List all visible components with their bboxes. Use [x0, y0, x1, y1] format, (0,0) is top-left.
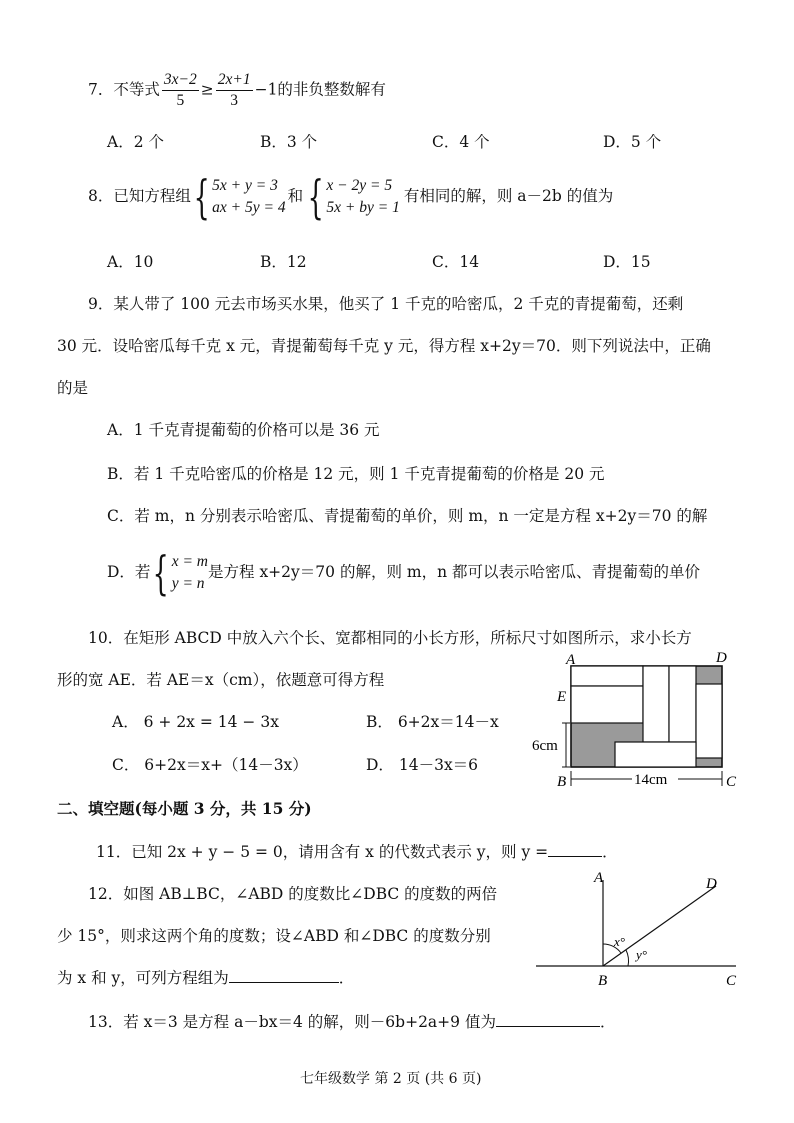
option-c: C．若 m，n 分别表示哈密瓜、青提葡萄的单价，则 m，n 一定是方程 x+2y＝70 的解	[107, 507, 708, 525]
question-12-line-3: 为 x 和 y，可列方程组为 ．	[57, 966, 354, 988]
equation-system: 5x + y = 3 ax + 5y = 4	[212, 177, 286, 216]
option-b: B．12	[260, 253, 307, 271]
question-7	[88, 70, 386, 111]
width-label: 14cm	[634, 772, 668, 788]
small-rectangle	[571, 686, 643, 723]
point-label-a: A	[566, 652, 576, 668]
equation-system: x − 2y = 5 5x + by = 1	[326, 177, 400, 216]
angle-arc-y	[626, 950, 629, 966]
option-b: B． 6+2x＝14－x	[366, 713, 499, 731]
small-rectangle	[643, 666, 669, 742]
question-text: 不等式	[113, 80, 160, 99]
question-text: −1的非负整数解有	[254, 80, 386, 99]
point-label-d: D	[716, 650, 727, 666]
small-rectangle	[615, 742, 696, 767]
option-a: A．1 千克青提葡萄的价格可以是 36 元	[107, 421, 380, 439]
answer-blank[interactable]	[229, 966, 339, 983]
option-a: A． 6 + 2x = 14 − 3x	[112, 713, 279, 731]
relation-symbol: ≥	[200, 80, 214, 99]
fraction: $\frac{3x-2}{5}$	[163, 71, 197, 109]
point-label-e: E	[557, 689, 567, 705]
question-10-line-2: 形的宽 AE．若 AE＝x（cm），依题意可得方程	[57, 671, 385, 689]
question-12-line-2: 少 15°，则求这两个角的度数；设∠ABD 和∠DBC 的度数分别	[57, 927, 491, 945]
small-rectangle	[696, 684, 722, 758]
question-number: 8．	[88, 187, 114, 205]
equation-system: x = m y = n	[171, 553, 209, 592]
small-rectangle	[669, 666, 696, 742]
question-13: 13．若 x＝3 是方程 a－bx＝4 的解，则－6b+2a+9 值为 ．	[88, 1010, 615, 1032]
option-c: C．14	[432, 253, 480, 271]
question-12-line-1: 12．如图 AB⊥BC，∠ABD 的度数比∠DBC 的度数的两倍	[88, 885, 498, 903]
question-text: 有相同的解，则 a－2b 的值为	[403, 187, 614, 205]
question-10-line-1: 10．在矩形 ABCD 中放入六个长、宽都相同的小长方形，所标尺寸如图所示，求小长方	[88, 629, 692, 647]
option-d: D． 14－3x＝6	[366, 756, 479, 774]
small-rectangle	[571, 666, 643, 686]
question-text: 已知方程组	[113, 187, 191, 205]
page-footer: 七年级数学 第 2 页 (共 6 页)	[300, 1071, 482, 1087]
point-label-d: D	[706, 876, 717, 892]
section-heading: 二、填空题(每小题 3 分，共 15 分)	[57, 799, 312, 818]
point-label-b: B	[557, 774, 567, 790]
option-a: A．10	[107, 253, 154, 271]
answer-blank[interactable]	[496, 1010, 600, 1027]
answer-blank[interactable]	[548, 840, 602, 857]
question-8: 8．已知方程组{ 5x + y = 3 ax + 5y = 4 和{ x − 2y = 5 5x + by = 1 有相同的解，则 a－2b 的值为	[88, 170, 614, 224]
question-9-line-3: 的是	[57, 379, 89, 397]
question-11: 11．已知 2x + y − 5 = 0，请用含有 x 的代数式表示 y，则 y = ．	[96, 840, 618, 862]
option-c: C． 6+2x＝x+（14－3x）	[112, 756, 308, 774]
shaded-region	[696, 666, 722, 684]
point-label-c: C	[726, 774, 737, 790]
point-label-b: B	[598, 973, 608, 989]
shaded-region	[571, 723, 615, 741]
point-label-a: A	[594, 870, 604, 886]
option-d: D．若{ x = m y = n 是方程 x+2y＝70 的解，则 m，n 都可以表示哈密瓜、青提葡萄的单价	[107, 546, 700, 600]
question-9-line-1: 9．某人带了 100 元去市场买水果，他买了 1 千克的哈密瓜，2 千克的青提葡萄，还剩	[88, 295, 684, 313]
question-9-line-2: 30 元．设哈密瓜每千克 x 元，青提葡萄每千克 y 元，得方程 x+2y＝70．则下列说法中，正确	[57, 337, 711, 355]
angle-label-x: x°	[614, 934, 625, 949]
angle-label-y: y°	[636, 947, 647, 962]
option-d: D．5 个	[603, 133, 662, 151]
question-number: 7．	[88, 80, 114, 99]
option-d: D．15	[603, 253, 651, 271]
fraction: $\frac{2x+1}{3}$	[217, 71, 251, 109]
height-label: 6cm	[532, 738, 558, 754]
rectangle-figure	[528, 646, 748, 794]
option-b: B．3 个	[260, 133, 318, 151]
option-a: A．2 个	[107, 133, 164, 151]
option-b: B．若 1 千克哈密瓜的价格是 12 元，则 1 千克青提葡萄的价格是 20 元	[107, 465, 605, 483]
point-label-c: C	[726, 973, 737, 989]
angle-figure	[536, 866, 746, 990]
option-c: C．4 个	[432, 133, 490, 151]
question-text: 和	[287, 187, 304, 205]
shaded-region	[696, 758, 722, 767]
ray-bd	[603, 886, 716, 966]
